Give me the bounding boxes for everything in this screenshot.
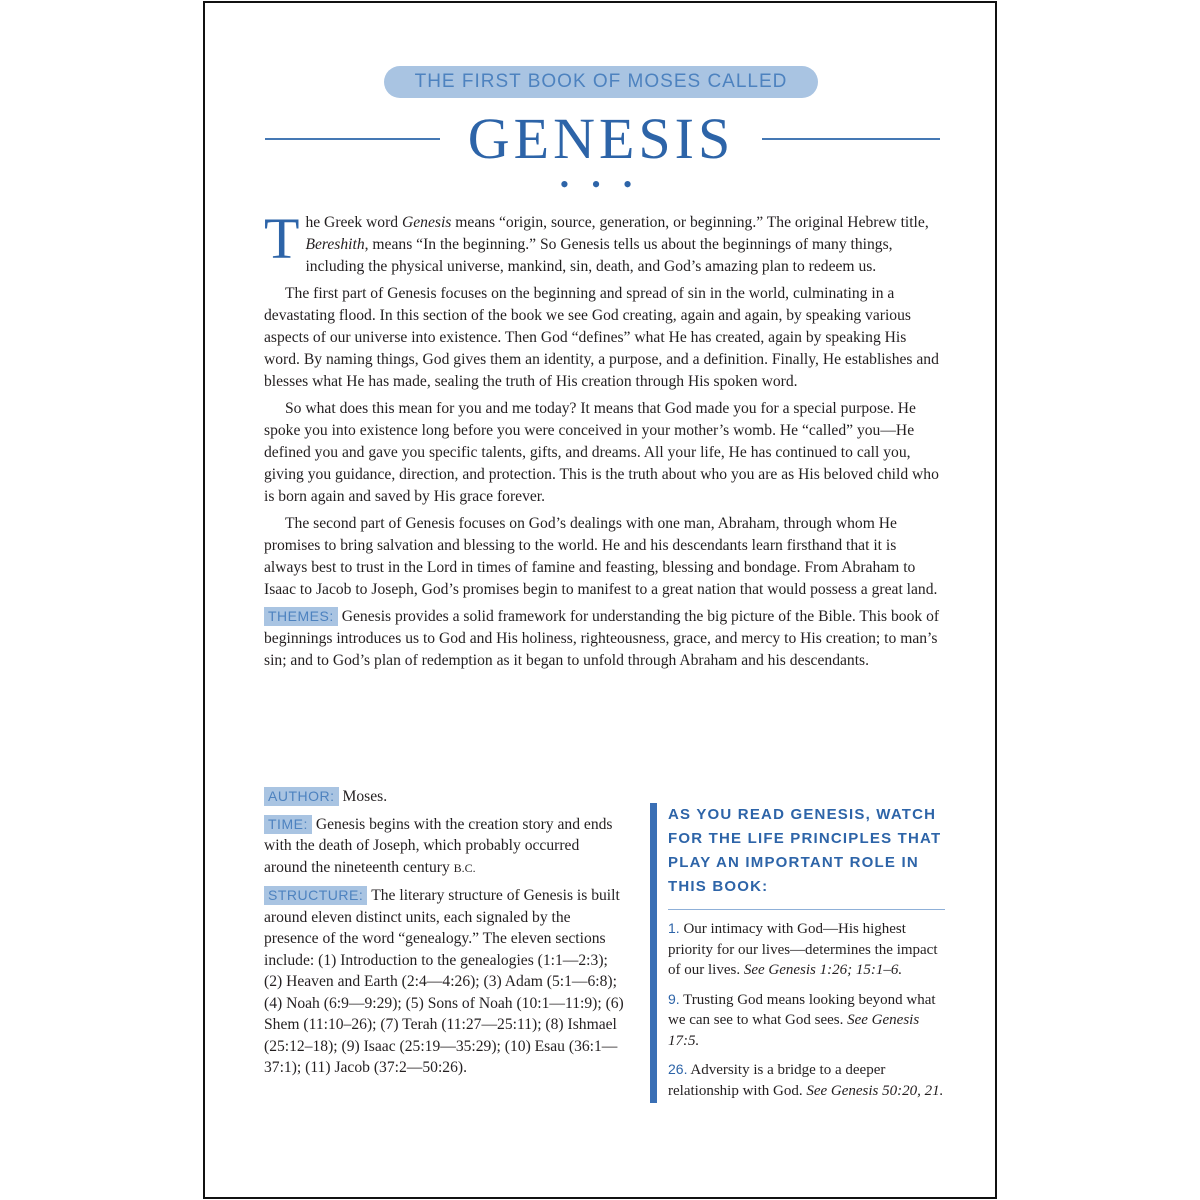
principle-text: Our intimacy with God—His highest priority for our lives—determines the impact of our lives. (668, 921, 938, 978)
ornament-dots: • • • (559, 170, 641, 199)
intro-paragraph-4: The second part of Genesis focuses on God’s dealings with one man, Abraham, through whom He promises to bring salvation and blessing to the world. He and his descendants learn firsthand that it is always best to trust in the Lord in times of famine and feasting, blessing and bondage. From Abraham to Isaac to Jacob to Joseph, God’s promises begin to manifest to a great nation that would possess a great land. (264, 515, 938, 598)
intro-text: means “origin, source, generation, or beginning.” The original Hebrew title, (451, 214, 929, 231)
title-rule-left (265, 138, 440, 140)
principle-reference: See Genesis 17:5. (668, 1012, 920, 1049)
intro-text: , means “In the beginning.” So Genesis tells us about the beginnings of many things, including the physical universe, mankind, sin, death, and God’s amazing plan to redeem us. (305, 236, 893, 275)
time-text: Genesis begins with the creation story and ends with the death of Joseph, which probably occurred around the nineteenth century (264, 815, 613, 876)
intro-paragraph-1 (264, 206, 940, 278)
title-rule-right (762, 138, 940, 140)
principle-reference: See Genesis 50:20, 21. (806, 1082, 944, 1099)
life-principles-sidebar (650, 803, 945, 1103)
themes-label: THEMES: (264, 607, 338, 626)
intro-paragraph-2: The first part of Genesis focuses on the beginning and spread of sin in the world, culminating in a devastating flood. In this section of the book we see God creating, again and again, by speaking various aspects of our universe into existence. Then God “defines” what He has created, again by speaking His word. By naming things, God gives them an identity, a purpose, and a definition. Finally, He establishes and blesses what He has made, sealing the truth of His creation through His spoken word. (264, 285, 939, 390)
structure-label: STRUCTURE: (264, 886, 367, 905)
principle-item (668, 918, 945, 981)
book-subtitle-banner: THE FIRST BOOK OF MOSES CALLED (384, 66, 818, 98)
intro-term-bereshith: Bereshith (305, 236, 365, 253)
book-facts (264, 786, 624, 1085)
sidebar-heading: AS YOU READ GENESIS, WATCH FOR THE LIFE PRINCIPLES THAT PLAY AN IMPORTANT ROLE IN THIS BOOK: (668, 803, 945, 910)
drop-cap: T (264, 206, 300, 271)
principle-number: 1. (668, 920, 680, 936)
principle-item (668, 989, 945, 1052)
principle-number: 26. (668, 1061, 688, 1077)
time-section (264, 814, 624, 880)
principle-item (668, 1059, 945, 1101)
themes-text: Genesis provides a solid framework for understanding the big picture of the Bible. This book of beginnings introduces us to God and His holiness, righteousness, grace, and mercy to His creation; to man’s sin; and to God’s plan of redemption as it began to unfold through Abraham and his descendants. (264, 608, 940, 669)
structure-text: The literary structure of Genesis is built around eleven distinct units, each signaled by the presence of the word “genealogy.” The eleven sections include: (1) Introduction to the genealogies (1:1—2:3); (2) Heaven and Earth (2:4—4:26); (3) Adam (5:1—6:8); (4) Noah (6:9—9:29); (5) Sons of Noah (10:1—11:9); (6) Shem (11:10–26); (7) Terah (11:27—25:11); (8) Ishmael (25:12–18); (9) Isaac (25:19—35:29); (10) Esau (36:1—37:1); (11) Jacob (37:2—50:26). (264, 887, 624, 1076)
intro-term-genesis: Genesis (402, 214, 452, 231)
principle-text: Adversity is a bridge to a deeper relationship with God. (668, 1062, 886, 1099)
intro-text: he Greek word (305, 214, 402, 231)
author-text: Moses. (342, 788, 388, 805)
introduction (264, 206, 940, 677)
principle-text: Trusting God means looking beyond what we can see to what God sees. (668, 991, 936, 1028)
principle-number: 9. (668, 990, 680, 1007)
structure-section (264, 885, 624, 1079)
principle-reference: See Genesis 1:26; 15:1–6. (743, 962, 903, 978)
intro-paragraph-3: So what does this mean for you and me today? It means that God made you for a special purpose. He spoke you into existence long before you were conceived in your mother’s womb. He “called” you—He defined you and gave you specific talents, gifts, and dreams. All your life, He has continued to call you, giving you guidance, direction, and protection. This is the truth about who you are as His beloved child who is born again and saved by His grace forever. (264, 400, 939, 505)
themes-section (264, 606, 940, 672)
book-title: GENESIS (467, 106, 735, 171)
time-era: B.C. (453, 860, 476, 875)
author-label: AUTHOR: (264, 787, 339, 806)
author-section (264, 786, 624, 808)
time-label: TIME: (264, 815, 312, 834)
